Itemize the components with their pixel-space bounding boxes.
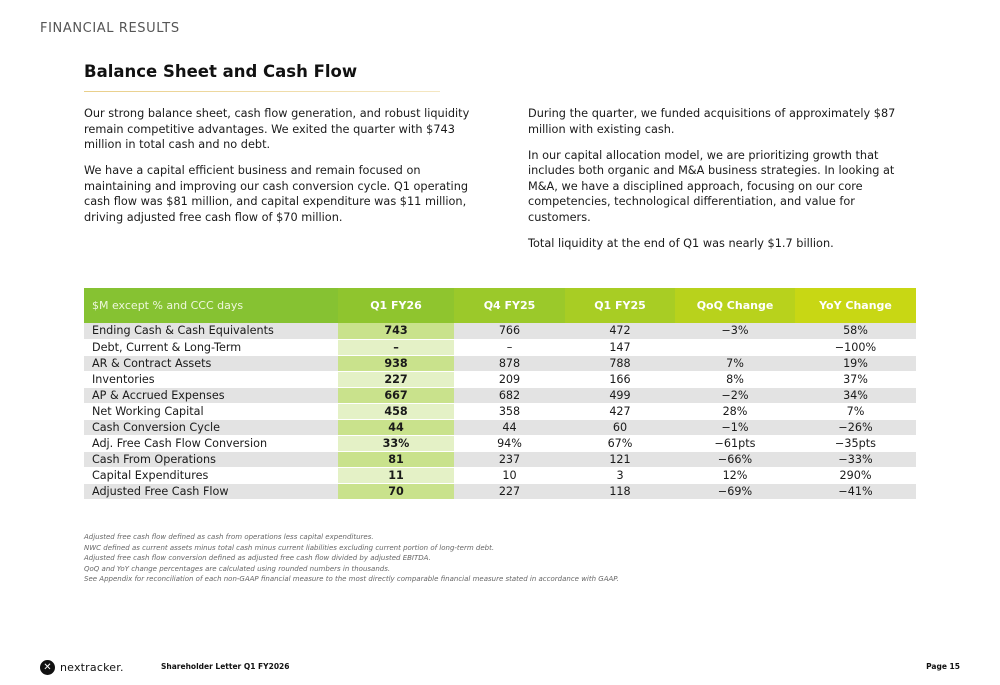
table-cell: 227	[338, 371, 454, 387]
paragraph: Our strong balance sheet, cash flow generation, and robust liquidity remain competitive advantages. We exited the quarter with $743 million in total cash and no debt.	[84, 107, 470, 152]
table-cell: 94%	[454, 435, 565, 451]
table-cell: 166	[565, 371, 675, 387]
table-row	[84, 435, 916, 451]
table-cell: −41%	[795, 483, 916, 499]
table-cell: 237	[454, 451, 565, 467]
table-cell: 743	[338, 323, 454, 339]
table-cell: −2%	[675, 387, 795, 403]
table-cell: −35pts	[795, 435, 916, 451]
table-row	[84, 419, 916, 435]
table-cell: 10	[454, 467, 565, 483]
row-label-cell: Ending Cash & Cash Equivalents	[84, 323, 338, 339]
document-title: Shareholder Letter Q1 FY2026	[161, 662, 290, 671]
balance-sheet-table	[84, 288, 916, 500]
table-row	[84, 451, 916, 467]
table-cell: 70	[338, 483, 454, 499]
row-label-cell: Capital Expenditures	[84, 467, 338, 483]
table-header-cell: YoY Change	[795, 288, 916, 323]
table-cell: 766	[454, 323, 565, 339]
table-cell: 118	[565, 483, 675, 499]
row-label-cell: Net Working Capital	[84, 403, 338, 419]
footnote: NWC defined as current assets minus total cash minus current liabilities excluding current portion of long-term debt.	[84, 543, 495, 552]
page-title: Balance Sheet and Cash Flow	[84, 62, 358, 81]
table-cell: 67%	[565, 435, 675, 451]
table-row	[84, 387, 916, 403]
table-cell: 19%	[795, 355, 916, 371]
table-row	[84, 339, 916, 355]
footnote: Adjusted free cash flow defined as cash from operations less capital expenditures.	[84, 533, 374, 541]
row-label-cell: Adjusted Free Cash Flow	[84, 483, 338, 499]
table-cell: −33%	[795, 451, 916, 467]
footnote: QoQ and YoY change percentages are calculated using rounded numbers in thousands.	[84, 564, 391, 573]
table-cell: 34%	[795, 387, 916, 403]
table-cell: 290%	[795, 467, 916, 483]
table-cell: −1%	[675, 419, 795, 435]
table-cell: −66%	[675, 451, 795, 467]
left-text-column	[84, 106, 474, 236]
page-footer	[40, 660, 960, 674]
table-cell: −61pts	[675, 435, 795, 451]
table-cell: 11	[338, 467, 454, 483]
row-label-cell: Cash Conversion Cycle	[84, 419, 338, 435]
row-label-cell: AP & Accrued Expenses	[84, 387, 338, 403]
section-label: FINANCIAL RESULTS	[40, 21, 180, 36]
company-logo	[40, 660, 124, 675]
table-cell: 227	[454, 483, 565, 499]
table-header-row	[84, 288, 916, 323]
table-cell: 58%	[795, 323, 916, 339]
table-cell: 878	[454, 355, 565, 371]
table-cell: 12%	[675, 467, 795, 483]
table-row	[84, 371, 916, 387]
row-label-cell: Cash From Operations	[84, 451, 338, 467]
table-row	[84, 355, 916, 371]
table-cell: 682	[454, 387, 565, 403]
table-cell: 37%	[795, 371, 916, 387]
table-cell: –	[454, 339, 565, 355]
table-cell: 121	[565, 451, 675, 467]
table-cell: 3	[565, 467, 675, 483]
table-cell: 458	[338, 403, 454, 419]
footnote: See Appendix for reconciliation of each non-GAAP financial measure to the most directly comparable financial measure stated in accordance with GAAP.	[84, 575, 619, 584]
footnotes	[84, 532, 619, 585]
paragraph: During the quarter, we funded acquisitions of approximately $87 million with existing cash.	[528, 107, 896, 136]
table-cell: 44	[454, 419, 565, 435]
table-cell: 358	[454, 403, 565, 419]
table-cell: 8%	[675, 371, 795, 387]
table-cell: 7%	[675, 355, 795, 371]
table-cell: –	[338, 339, 454, 355]
table-cell: 60	[565, 419, 675, 435]
table-cell: 44	[338, 419, 454, 435]
row-label-cell: AR & Contract Assets	[84, 355, 338, 371]
paragraph: Total liquidity at the end of Q1 was nearly $1.7 billion.	[528, 237, 834, 251]
table-cell: −26%	[795, 419, 916, 435]
table-header-cell: Q1 FY26	[338, 288, 454, 323]
table-row	[84, 467, 916, 483]
table-cell: 81	[338, 451, 454, 467]
table-cell: 209	[454, 371, 565, 387]
table-cell: 28%	[675, 403, 795, 419]
table-header-cell: $M except % and CCC days	[84, 288, 338, 323]
table-cell: 147	[565, 339, 675, 355]
logo-text: nextracker.	[60, 661, 124, 674]
title-underline	[84, 91, 440, 92]
table-cell: 499	[565, 387, 675, 403]
row-label-cell: Debt, Current & Long-Term	[84, 339, 338, 355]
footnote: Adjusted free cash flow conversion defined as adjusted free cash flow divided by adjusted EBITDA.	[84, 554, 431, 563]
table-cell: 938	[338, 355, 454, 371]
table-cell: 472	[565, 323, 675, 339]
table-header-cell: Q4 FY25	[454, 288, 565, 323]
table-header-cell: Q1 FY25	[565, 288, 675, 323]
table-cell: −100%	[795, 339, 916, 355]
paragraph: In our capital allocation model, we are prioritizing growth that includes both organic and M&A business strategies. In looking at M&A, we have a disciplined approach, focusing on our core competencies, technological differentiation, and value for customers.	[528, 148, 895, 225]
table-cell: 667	[338, 387, 454, 403]
table-cell: 427	[565, 403, 675, 419]
table-cell: 33%	[338, 435, 454, 451]
table-cell	[675, 339, 795, 355]
table-cell: −69%	[675, 483, 795, 499]
table-row	[84, 403, 916, 419]
row-label-cell: Adj. Free Cash Flow Conversion	[84, 435, 338, 451]
page-number: Page 15	[926, 662, 960, 671]
table-cell: −3%	[675, 323, 795, 339]
table-cell: 7%	[795, 403, 916, 419]
table-row	[84, 483, 916, 499]
table-cell: 788	[565, 355, 675, 371]
table-header-cell: QoQ Change	[675, 288, 795, 323]
paragraph: We have a capital efficient business and remain focused on maintaining and improving our cash conversion cycle. Q1 operating cash flow was $81 million, and capital expenditure was $11 million, driving adjusted free cash flow of $70 million.	[84, 164, 469, 225]
row-label-cell: Inventories	[84, 371, 338, 387]
right-text-column	[528, 106, 913, 262]
x-circle-icon: ✕	[40, 660, 55, 675]
table-row	[84, 323, 916, 339]
